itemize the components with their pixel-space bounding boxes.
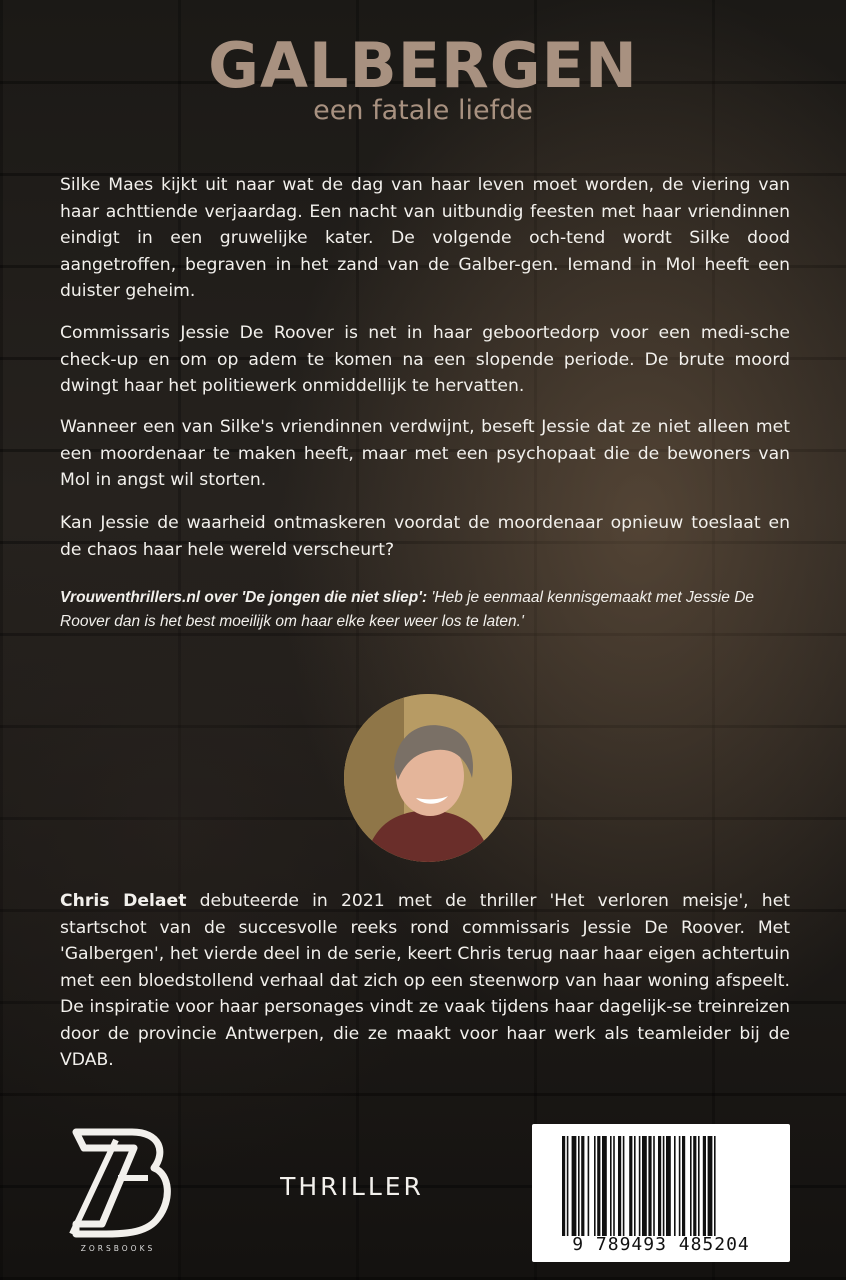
barcode-stripe [602, 1136, 607, 1236]
barcode-bars [562, 1136, 766, 1236]
barcode-stripe [618, 1136, 621, 1236]
barcode-stripe [690, 1136, 692, 1236]
barcode-stripe [682, 1136, 685, 1236]
book-title: GALBERGEN [208, 29, 638, 102]
author-bio [60, 888, 790, 1074]
barcode-stripe [642, 1136, 647, 1236]
barcode-stripe [613, 1136, 615, 1236]
barcode-stripe [663, 1136, 665, 1236]
review-source: Vrouwenthrillers.nl over 'De jongen die niet sliep': [60, 589, 428, 606]
barcode-stripe [653, 1136, 655, 1236]
barcode-stripe [578, 1136, 580, 1236]
barcode-stripe [594, 1136, 596, 1236]
publisher-name: ZORSBOOKS [80, 1244, 156, 1253]
author-photo [344, 694, 512, 862]
barcode-stripe [693, 1136, 696, 1236]
genre-label: THRILLER [280, 1172, 424, 1201]
author-bio-text: debuteerde in 2021 met de thriller 'Het verloren meisje', het startschot van de succesvolle reeks rond commissaris Jessie De Roover. Met 'Galbergen', het vierde deel in de serie, keert Chris terug naar haar eigen achtertuin met een bloedstollend verhaal dat zich op een steenworp van haar woning afspeelt. De inspiratie voor haar personages vindt ze vaak tijdens haar dagelijk-se treinreizen door de provincie Antwerpen, die ze maakt voor haar werk als teamleider bij de VDAB. [60, 891, 791, 1070]
barcode-stripe [708, 1136, 713, 1236]
barcode-stripe [698, 1136, 700, 1236]
barcode-stripe [623, 1136, 625, 1236]
author-name: Chris Delaet [60, 891, 187, 911]
barcode-stripe [567, 1136, 569, 1236]
blurb-paragraph-4: Kan Jessie de waarheid ontmaskeren voordat de moordenaar opnieuw toeslaat en de chaos haar hele wereld verscheurt? [60, 513, 790, 560]
blurb-paragraph-3: Wanneer een van Silke's vriendinnen verdwijnt, beseft Jessie dat ze niet alleen met een moordenaar te maken heeft, maar met een psychopaat die de bewoners van Mol in angst wil storten. [60, 417, 790, 490]
barcode-stripe [658, 1136, 661, 1236]
barcode-stripe [634, 1136, 636, 1236]
zb-monogram-icon [62, 1122, 174, 1242]
review-text: 'Heb je eenmaal kennisgemaakt met Jessie De Roover dan is het best moeilijk om haar elke keer weer los te laten.' [60, 589, 755, 630]
barcode-stripe [679, 1136, 681, 1236]
barcode-stripe [666, 1136, 671, 1236]
barcode-stripe [597, 1136, 600, 1236]
blurb-paragraph-2: Commissaris Jessie De Roover is net in haar geboortedorp voor een medi-sche check-up en om op adem te komen na een slopende periode. De brute moord dwingt haar het politiewerk onmiddellijk te hervatten. [60, 323, 790, 396]
barcode-stripe [674, 1136, 676, 1236]
barcode-stripe [562, 1136, 565, 1236]
barcode-stripe [572, 1136, 577, 1236]
barcode [532, 1124, 790, 1262]
barcode-stripe [648, 1136, 651, 1236]
barcode-stripe [610, 1136, 612, 1236]
barcode-stripe [629, 1136, 632, 1236]
barcode-stripe [703, 1136, 706, 1236]
book-subtitle: een fatale liefde [313, 95, 533, 126]
barcode-stripe [639, 1136, 641, 1236]
isbn-number: 9 789493 485204 [572, 1234, 750, 1255]
barcode-stripe [581, 1136, 584, 1236]
barcode-stripe [714, 1136, 716, 1236]
publisher-logo [62, 1122, 174, 1260]
barcode-stripe [588, 1136, 590, 1236]
blurb-paragraph-1: Silke Maes kijkt uit naar wat de dag van haar leven moet worden, de viering van haar achttiende verjaardag. Een nacht van uitbundig feesten met haar vriendinnen eindigt in een gruwelijke kater. De volgende och-tend wordt Silke dood aangetroffen, begraven in het zand van de Galber-gen. Iemand in Mol heeft een duister geheim. [60, 175, 790, 301]
review-quote [60, 586, 790, 634]
